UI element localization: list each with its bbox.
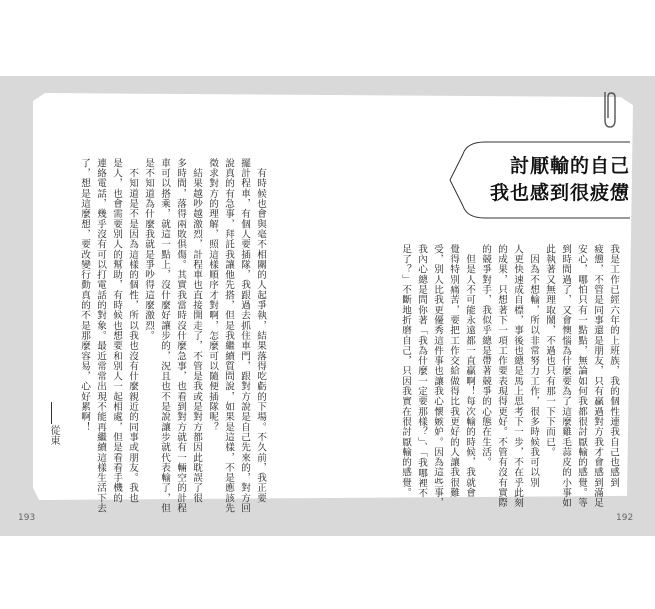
text-column: 人更快速成自標，事後也總是馬上思考下一步，不在乎此刻 (512, 244, 523, 508)
text-column: 但是人不可能永遠都一直贏啊！每次輸的時候，我就會 (464, 244, 475, 498)
text-column: 我內心總是問你著「我為什麼一定要那樣？」、「我哪裡不 (416, 244, 427, 499)
text-column: 了，想是這麼想，要改變行動真的不是那麼容易，心好累啊！ (79, 158, 90, 433)
text-column: 足了？」不斷地折磨自己，只因我實在很討厭輸的感覺。 (400, 244, 411, 498)
text-column: 多時間，落得兩敗俱傷。其實我當時沒什麼急事，也看到對方就有一輛空的計程 (175, 158, 186, 514)
text-column: 是不知道為什麼我就是爭吵得這麼激烈。 (143, 158, 154, 341)
text-column: 因為不想輸，所以非常努力工作，很多時候我可以別 (528, 244, 539, 488)
text-column: 說真的有急事，拜託我讓他先搭，但是我繼續質問說，如果是這樣，不是應該先 (223, 158, 234, 514)
text-column: 結果越吵越激烈，計程車也直接開走了，不管是我或是對方都因此耽誤了很 (191, 158, 202, 504)
text-column: 疲憊，不管是同事還是朋友，只有贏過對方我才會感到滿足 (592, 244, 603, 508)
left-page-body (79, 158, 266, 514)
text-column: 不知道是不是因為這樣的個性，所以我也沒有什麼親近的同事或朋友。我也 (127, 158, 138, 504)
title-line-1: 討厭輸的自己 (509, 155, 630, 177)
text-column: 受，別人比我更優秀這件事也讓我心懷嫉妒。因為這些事， (432, 244, 443, 508)
signature: 從東 (48, 425, 59, 445)
signature-dash (51, 402, 52, 424)
text-column: 我是工作已經六年的上班族，我的個性連我自己也感到 (608, 244, 619, 488)
text-column: 有時候也會與毫不相關的人起爭執，結果落得吃虧的下場。不久前，我正要 (255, 158, 266, 504)
text-column: 連絡電話，幾乎沒有可以打電話的對象。最近常常出現不能再繼續這樣生活下去 (95, 158, 106, 514)
text-column: 的競爭對手，我似乎總是帶著競爭的心態在生活。 (480, 244, 491, 468)
text-column: 車可以搭乘，就這一點上，沒什麼好讓步的，況且也不是說讓步就代表輸了，但 (159, 158, 170, 514)
text-column: 徵求對方的理解，照這樣順序才對啊，怎麼可以隨便插隊呢？ (207, 158, 218, 433)
paperclip-icon (599, 90, 617, 130)
right-page-body (400, 244, 619, 508)
text-column: 安心，哪怕只有一點點，無論如何我都很討厭輸的感覺。等 (576, 244, 587, 508)
text-column: 此執著又無理取鬧，不過也只有那一下下而已。 (544, 244, 555, 458)
text-column: 覺得特別痛苦，要把工作交給做得比我更好的人讓我很難 (448, 244, 459, 498)
text-column: 的成果，只想著下一項工作要表現得更好。不管有沒有實際 (496, 244, 507, 508)
title-line-2: 我也感到很疲憊 (489, 182, 630, 204)
text-column: 擺計程車，有個人要插隊，我跟過去抓住車門，跟對方說是自己先來的，對方回 (239, 158, 250, 514)
text-column: 到時間過了，又會懊惱為什麼要為了這麼雞毛蒜皮的小事如 (560, 244, 571, 508)
page-number-left: 193 (18, 513, 36, 523)
page-number-right: 192 (616, 513, 634, 523)
text-column: 是人，也會需要別人的幫助，有時候也想要和別人一起相處，但是看看手機的 (111, 158, 122, 504)
